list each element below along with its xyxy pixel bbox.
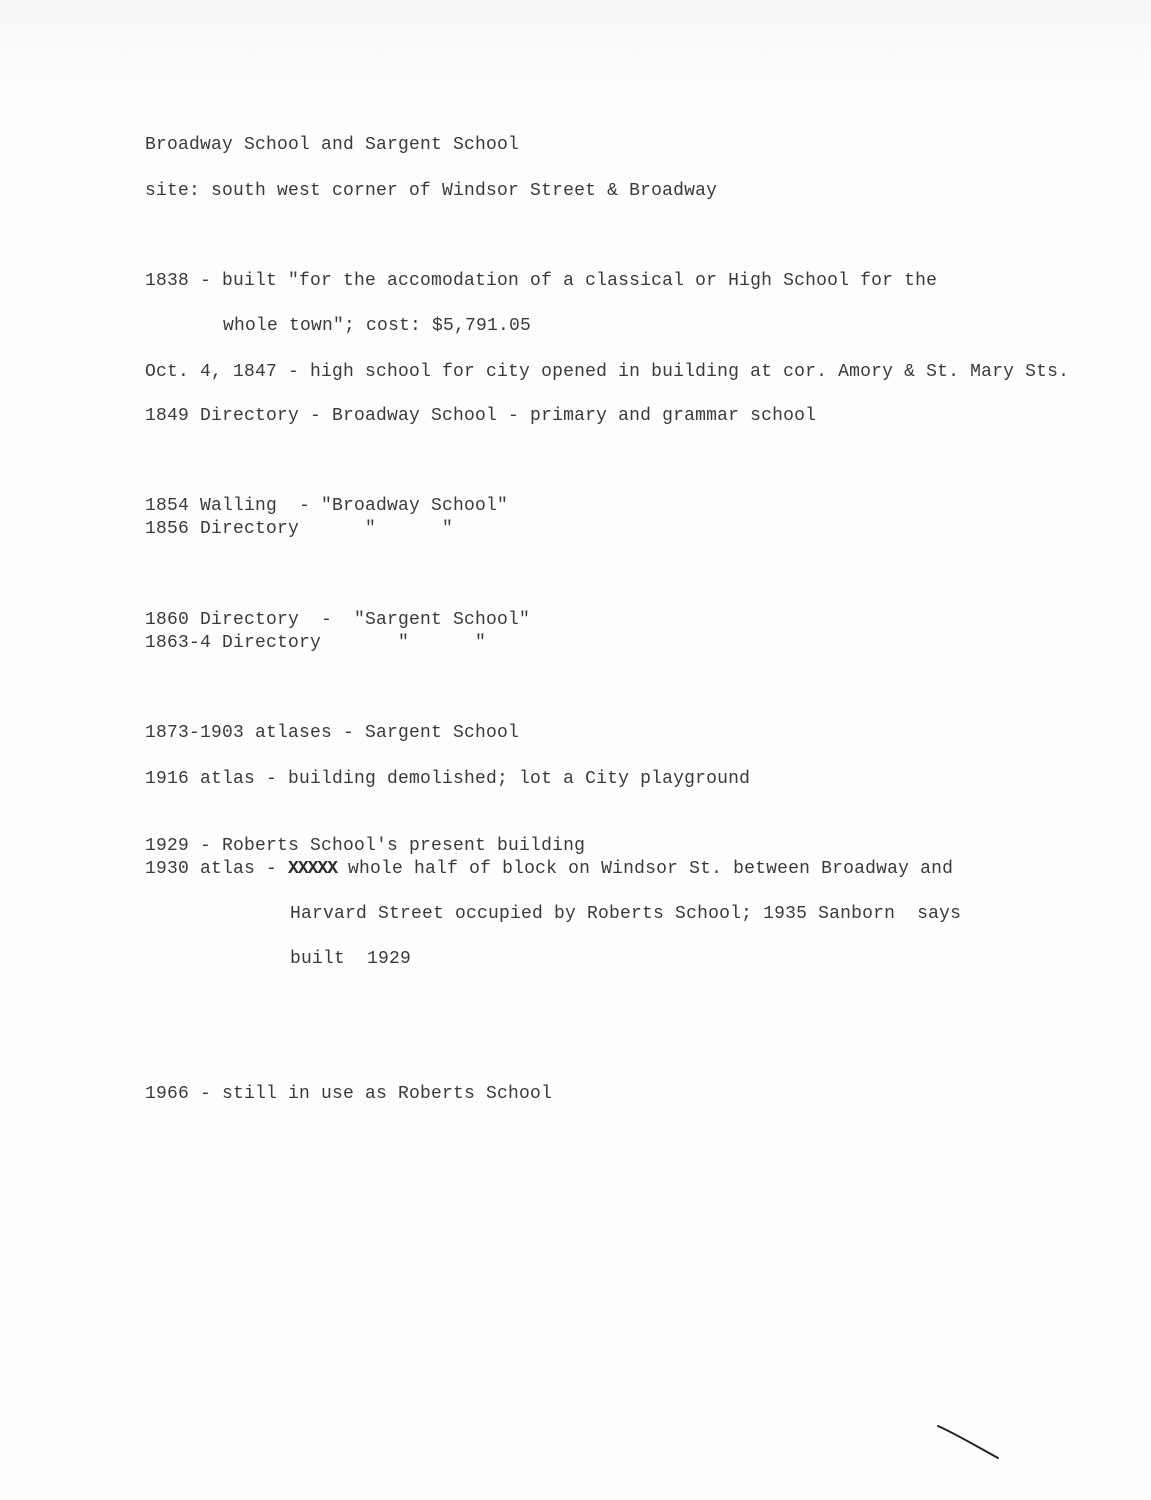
entry-1930-line3: built 1929 (290, 949, 412, 969)
entry-1930-line2: Harvard Street occupied by Roberts School; 1935 Sanborn says (290, 904, 962, 924)
entry-1849: 1849 Directory - Broadway School - primary and grammar school (145, 406, 817, 426)
struck-out-text: XXXXX (288, 859, 338, 879)
entry-1929: 1929 - Roberts School's present building (145, 836, 586, 856)
entry-1873: 1873-1903 atlases - Sargent School (145, 723, 520, 743)
entry-1838-line2: whole town"; cost: $5,791.05 (223, 316, 532, 336)
entry-1930-prefix: 1930 atlas - (145, 859, 289, 879)
entry-1930-rest: whole half of block on Windsor St. between Broadway and (337, 859, 954, 879)
entry-1863: 1863-4 Directory " " (145, 633, 487, 653)
pen-stroke-svg (936, 1424, 1006, 1464)
site-line: site: south west corner of Windsor Street & Broadway (145, 181, 718, 201)
document-title: Broadway School and Sargent School (145, 135, 520, 155)
entry-1966: 1966 - still in use as Roberts School (145, 1084, 553, 1104)
entry-1856: 1856 Directory " " (145, 519, 454, 539)
entry-1847: Oct. 4, 1847 - high school for city opened in building at cor. Amory & St. Mary Sts. (145, 362, 1070, 382)
entry-1860: 1860 Directory - "Sargent School" (145, 610, 531, 630)
entry-1838-line1: 1838 - built "for the accomodation of a classical or High School for the (145, 271, 938, 291)
entry-1916: 1916 atlas - building demolished; lot a City playground (145, 769, 751, 789)
entry-1854: 1854 Walling - "Broadway School" (145, 496, 509, 516)
entry-1930-line1 (145, 858, 953, 880)
